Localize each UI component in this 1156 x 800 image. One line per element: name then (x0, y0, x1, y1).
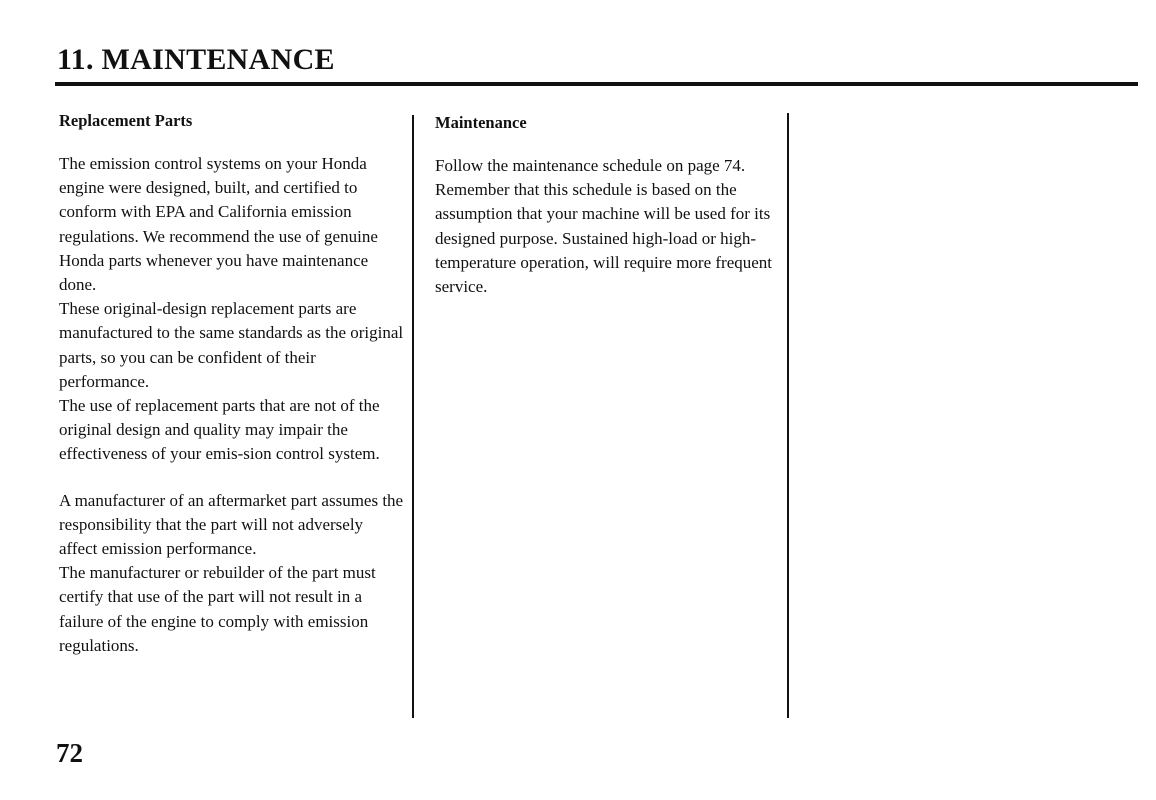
column-divider-right (787, 113, 789, 718)
paragraph-emission-systems: The emission control systems on your Honda engine were designed, built, and certified to conform with EPA and California emission regulations. We recommend the use of genuine Honda parts whenever you have maintenance done. (59, 154, 378, 295)
maintenance-section (435, 112, 775, 299)
paragraph-original-design: These original-design replacement parts are manufactured to the same standards as the original parts, so you can be confident of their performance. (59, 299, 404, 391)
paragraph-non-original-parts: The use of replacement parts that are not of the original design and quality may impair the effectiveness of your emis-sion control system. (59, 396, 380, 464)
page-number: 72 (56, 738, 83, 768)
chapter-title: 11. MAINTENANCE (57, 43, 335, 76)
replacement-parts-heading: Replacement Parts (59, 111, 193, 130)
paragraph-maintenance-schedule: Follow the maintenance schedule on page 74. Remember that this schedule is based on the assumption that your machine will be used for its designed purpose. Sustained high-load or high-temperature operation, will require more frequent service. (435, 156, 773, 297)
maintenance-heading: Maintenance (435, 113, 527, 132)
title-rule (55, 82, 1138, 86)
replacement-parts-section (59, 110, 404, 658)
paragraph-rebuilder-certify: The manufacturer or rebuilder of the part must certify that use of the part will not result in a failure of the engine to comply with emission regulations. (59, 563, 376, 655)
column-divider-left (412, 115, 414, 718)
paragraph-aftermarket-responsibility: A manufacturer of an aftermarket part assumes the responsibility that the part will not adversely affect emission performance. (59, 490, 404, 559)
